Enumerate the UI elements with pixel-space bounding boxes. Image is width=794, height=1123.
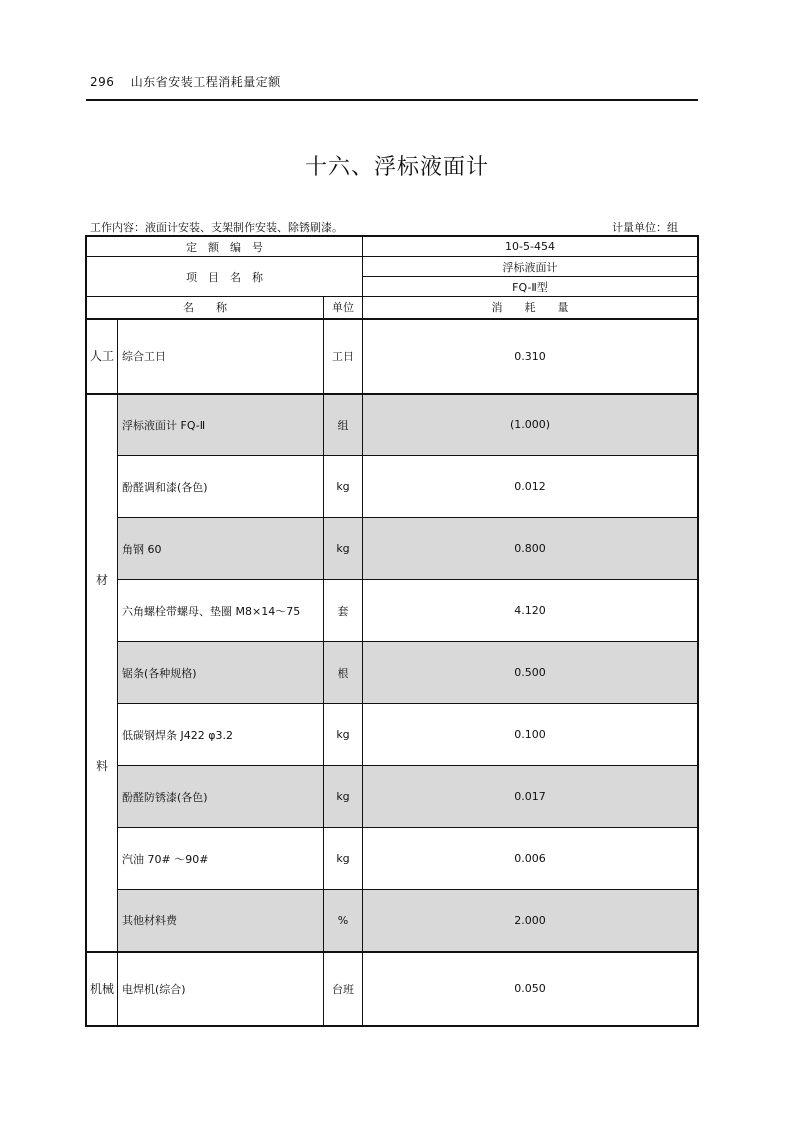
labor-row: [87, 319, 698, 394]
material-unit: 根: [324, 642, 363, 704]
material-unit: 套: [324, 580, 363, 642]
running-header: [90, 73, 281, 90]
material-value: 0.800: [363, 518, 698, 580]
material-unit: kg: [324, 456, 363, 518]
material-value: 4.120: [363, 580, 698, 642]
material-unit: kg: [324, 704, 363, 766]
material-name: 浮标液面计 FQ-Ⅱ: [118, 394, 324, 456]
material-name: 其他材料费: [118, 890, 324, 952]
measurement-unit: 计量单位：组: [612, 221, 678, 234]
item-name-row: [87, 257, 698, 277]
materials-category: [87, 394, 118, 952]
item-name-label: 项 目 名 称: [87, 257, 363, 297]
material-unit: kg: [324, 518, 363, 580]
labor-category: 人工: [87, 319, 118, 394]
machinery-category: 机械: [87, 952, 118, 1026]
page-number: 296: [90, 75, 115, 89]
material-row: [87, 518, 698, 580]
material-row: [87, 828, 698, 890]
material-value: 0.500: [363, 642, 698, 704]
material-row: [87, 580, 698, 642]
quota-table: [86, 236, 698, 1026]
header-rule: [86, 99, 698, 101]
machinery-row: [87, 952, 698, 1026]
quota-code-row: [87, 237, 698, 257]
section-title: 十六、浮标液面计: [304, 155, 489, 180]
col-name-header: 名 称: [87, 297, 324, 319]
material-name: 锯条(各种规格): [118, 642, 324, 704]
material-value: 0.017: [363, 766, 698, 828]
material-unit: kg: [324, 828, 363, 890]
machinery-value: 0.050: [363, 952, 698, 1026]
labor-unit: 工日: [324, 319, 363, 394]
material-value: 0.100: [363, 704, 698, 766]
material-value: 0.012: [363, 456, 698, 518]
item-model-value: FQ-Ⅱ型: [363, 277, 698, 297]
material-row: [87, 642, 698, 704]
machinery-unit: 台班: [324, 952, 363, 1026]
machinery-name: 电焊机(综合): [118, 952, 324, 1026]
quota-code-value: 10-5-454: [363, 237, 698, 257]
material-unit: 组: [324, 394, 363, 456]
work-content: 工作内容：液面计安装、支架制作安装、除锈刷漆。: [90, 221, 343, 234]
material-unit: %: [324, 890, 363, 952]
column-header-row: [87, 297, 698, 319]
materials-category-top: 材: [95, 572, 108, 587]
material-name: 六角螺栓带螺母、垫圈 M8×14～75: [118, 580, 324, 642]
labor-name: 综合工日: [118, 319, 324, 394]
material-value: 0.006: [363, 828, 698, 890]
material-value: 2.000: [363, 890, 698, 952]
material-row: [87, 890, 698, 952]
book-title: 山东省安装工程消耗量定额: [130, 75, 281, 89]
item-name-value: 浮标液面计: [363, 257, 698, 277]
materials-category-bottom: 料: [95, 758, 108, 773]
material-row: [87, 766, 698, 828]
labor-value: 0.310: [363, 319, 698, 394]
material-row: [87, 394, 698, 456]
material-row: [87, 456, 698, 518]
col-consumption-header: 消 耗 量: [363, 297, 698, 319]
material-value: (1.000): [363, 394, 698, 456]
material-name: 汽油 70# ～90#: [118, 828, 324, 890]
col-unit-header: 单位: [324, 297, 363, 319]
material-name: 酚醛防锈漆(各色): [118, 766, 324, 828]
material-name: 酚醛调和漆(各色): [118, 456, 324, 518]
material-row: [87, 704, 698, 766]
material-name: 角钢 60: [118, 518, 324, 580]
quota-code-label: 定 额 编 号: [87, 237, 363, 257]
material-unit: kg: [324, 766, 363, 828]
material-name: 低碳钢焊条 J422 φ3.2: [118, 704, 324, 766]
